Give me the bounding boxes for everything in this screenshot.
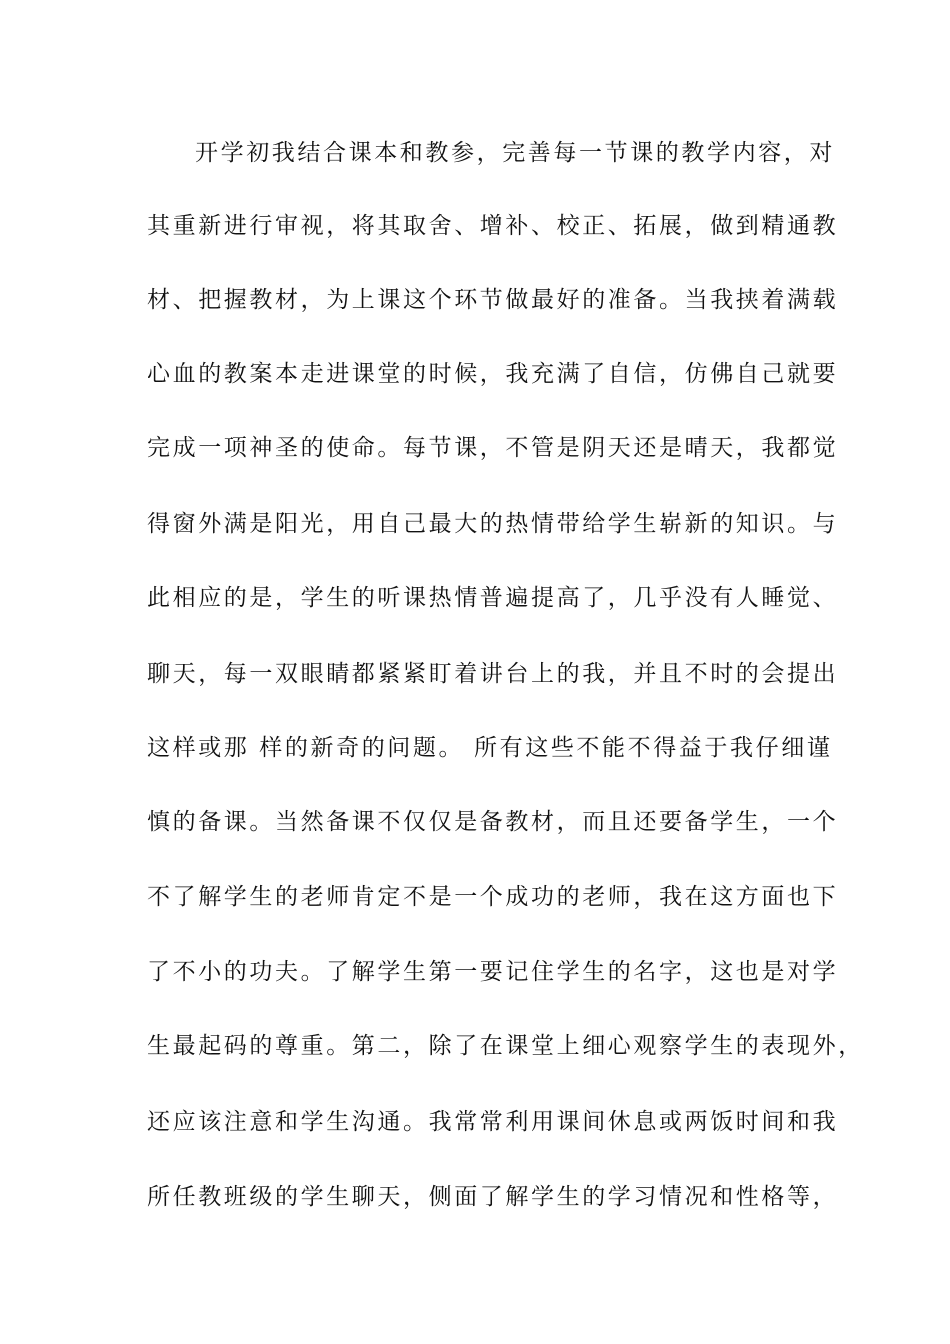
- paragraph-line-14: 还应该注意和学生沟通。我常常利用课间休息或两饭时间和我: [147, 1109, 839, 1135]
- paragraph-line-12: 了不小的功夫。了解学生第一要记住学生的名字，这也是对学: [147, 959, 839, 985]
- paragraph-line-1: 开学初我结合课本和教参，完善每一节课的教学内容，对: [195, 140, 835, 166]
- paragraph-line-10: 慎的备课。当然备课不仅仅是备教材，而且还要备学生，一个: [147, 809, 839, 835]
- paragraph-line-11: 不了解学生的老师肯定不是一个成功的老师，我在这方面也下: [147, 884, 839, 910]
- paragraph-line-6: 得窗外满是阳光，用自己最大的热情带给学生崭新的知识。与: [147, 511, 839, 537]
- paragraph-line-8: 聊天，每一双眼睛都紧紧盯着讲台上的我，并且不时的会提出: [147, 661, 839, 687]
- paragraph-line-4: 心血的教案本走进课堂的时候，我充满了自信，仿佛自己就要: [147, 361, 839, 387]
- paragraph-line-7: 此相应的是，学生的听课热情普遍提高了，几乎没有人睡觉、: [147, 585, 839, 611]
- paragraph-line-3: 材、把握教材，为上课这个环节做最好的准备。当我挟着满载: [147, 287, 839, 313]
- paragraph-line-2: 其重新进行审视，将其取舍、增补、校正、拓展，做到精通教: [147, 213, 839, 239]
- paragraph-line-13: 生最起码的尊重。第二，除了在课堂上细心观察学生的表现外，: [147, 1033, 864, 1059]
- paragraph-line-9: 这样或那 样的新奇的问题。 所有这些不能不得益于我仔细谨: [147, 735, 833, 761]
- paragraph-line-5: 完成一项神圣的使命。每节课，不管是阴天还是晴天，我都觉: [147, 435, 839, 461]
- paragraph-line-15: 所任教班级的学生聊天，侧面了解学生的学习情况和性格等，: [147, 1184, 839, 1210]
